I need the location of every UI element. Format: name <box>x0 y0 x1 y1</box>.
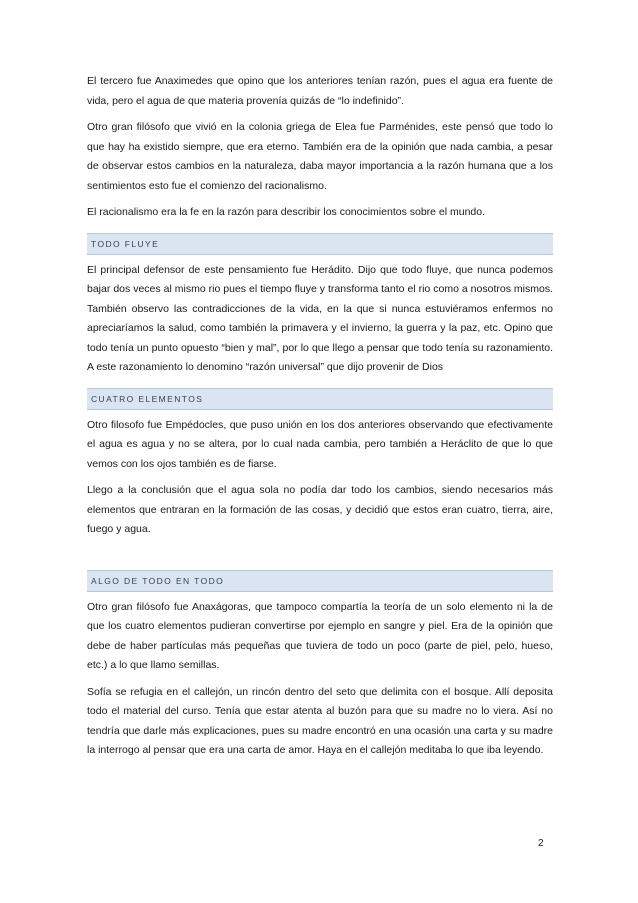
section-heading-algo-de-todo: ALGO DE TODO EN TODO <box>87 570 553 592</box>
page-content <box>87 72 553 761</box>
section-heading-cuatro-elementos: CUATRO ELEMENTOS <box>87 388 553 410</box>
paragraph-racionalismo: El racionalismo era la fe en la razón para describir los conocimientos sobre el mundo. <box>87 206 486 218</box>
paragraph-sofia-callejon: Sofía se refugia en el callejón, un rincón dentro del seto que delimita con el bosque. Allí deposita todo el material del curso. Tenía que estar atenta al buzón para que su madre no lo viera. Así no tendría que darle más explicaciones, pues su madre encontró en una ocasión una carta y su madre la interrogo al pensar que era una carta de amor. Haya en el callejón meditaba lo que iba leyendo. <box>87 685 553 756</box>
paragraph-empedocles: Otro filosofo fue Empédocles, que puso unión en los dos anteriores observando que efectivamente el agua es agua y no se altera, por lo cual nada cambia, pero también a Heráclito de que lo que vemos con los ojos también es de fiarse. <box>87 418 553 470</box>
paragraph-parmenides: Otro gran filósofo que vivió en la colonia griega de Elea fue Parménides, este pensó que todo lo que hay ha existido siempre, que era eterno. También era de la opinión que nada cambia, a pesar de observar estos cambios en la naturaleza, daba mayor importancia a la razón humana que a los sentimientos esto fue el comienzo del racionalismo. <box>87 121 553 192</box>
paragraph-heraclito: El principal defensor de este pensamiento fue Herádito. Dijo que todo fluye, que nunca podemos bajar dos veces al mismo rio pues el tiempo fluye y transforma tanto el rio como a nosotros mismos. También observo las contradicciones de la vida, en la que si nunca estuviéramos enfermos no apreciaríamos la salud, como también la primavera y el invierno, la guerra y la paz, etc. Opino que todo tenía un punto opuesto “bien y mal”, por lo que llego a pensar que todo tenía su razonamiento. A este razonamiento lo denomino “razón universal” que dijo provenir de Dios <box>87 263 553 373</box>
section-heading-todo-fluye: TODO FLUYE <box>87 233 553 255</box>
paragraph-anaximenes: El tercero fue Anaximedes que opino que los anteriores tenían razón, pues el agua era fuente de vida, pero el agua de que materia provenía quizás de “lo indefinido”. <box>87 75 553 107</box>
paragraph-anaxagoras: Otro gran filósofo fue Anaxágoras, que tampoco compartía la teoría de un solo elemento ni la de que los cuatro elementos pudieran convertirse por ejemplo en sangre y piel. Era de la opinión que debe de haber partículas más pequeñas que tuviera de todo un poco (parte de piel, pelo, hueso, etc.) a lo que llamo semillas. <box>87 600 553 671</box>
paragraph-conclusion-elementos: Llego a la conclusión que el agua sola no podía dar todo los cambios, siendo necesarios más elementos que entraran en la formación de las cosas, y decidió que estos eran cuatro, tierra, aire, fuego y agua. <box>87 484 553 535</box>
page-number: 2 <box>538 838 544 849</box>
